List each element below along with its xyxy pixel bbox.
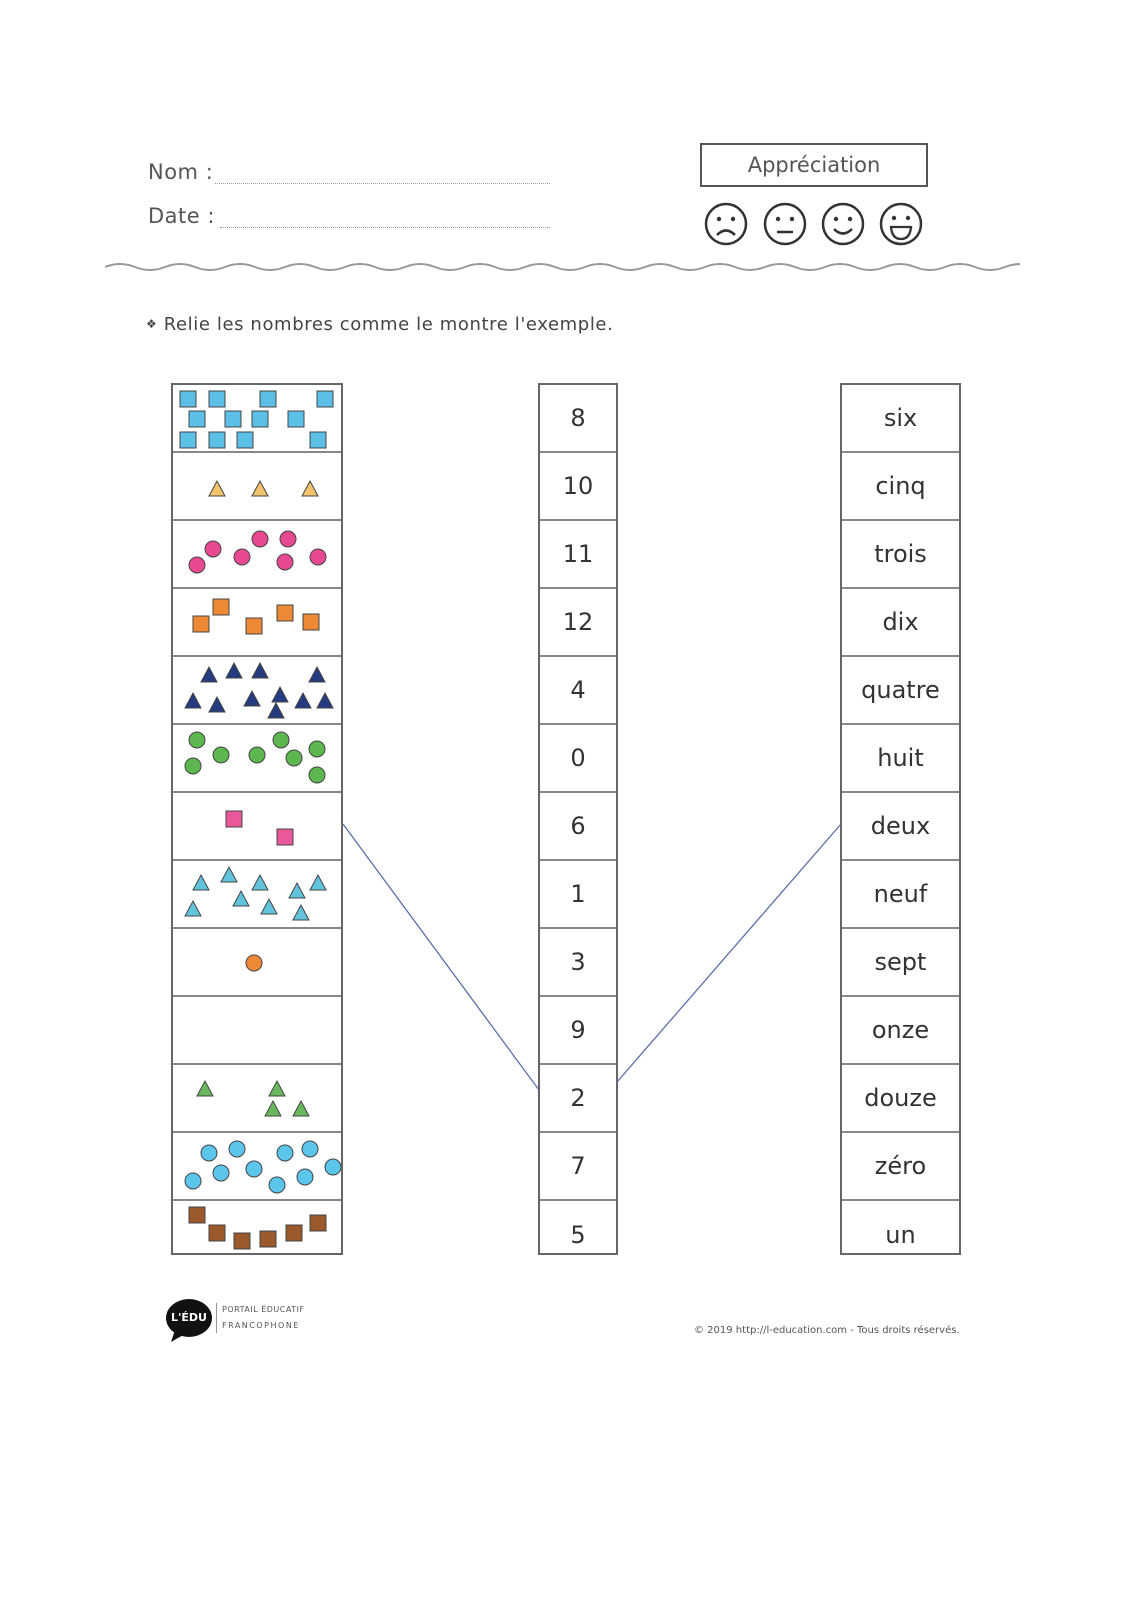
word-cell[interactable]: zéro <box>842 1133 959 1201</box>
instruction-text: Relie les nombres comme le montre l'exemple. <box>163 314 614 335</box>
circle-icon <box>310 549 326 565</box>
word-cell[interactable]: six <box>842 385 959 453</box>
circle-icon <box>246 1161 262 1177</box>
circle-icon <box>185 1173 201 1189</box>
shape-cell[interactable] <box>173 997 341 1065</box>
number-cell[interactable]: 0 <box>540 725 616 793</box>
triangle-icon <box>293 1101 309 1116</box>
triangle-icon <box>302 481 318 496</box>
wavy-divider <box>105 255 1020 279</box>
number-cell[interactable]: 10 <box>540 453 616 521</box>
words-column <box>840 383 961 1255</box>
triangle-icon <box>209 481 225 496</box>
nom-line[interactable] <box>215 183 550 184</box>
triangle-icon <box>185 901 201 916</box>
square-icon <box>260 391 276 407</box>
circle-icon <box>277 1145 293 1161</box>
shape-cell[interactable] <box>173 657 341 725</box>
word-cell[interactable]: quatre <box>842 657 959 725</box>
circle-icon <box>213 747 229 763</box>
square-icon <box>260 1231 276 1247</box>
shape-cell[interactable] <box>173 1201 341 1269</box>
circle-icon <box>201 1145 217 1161</box>
square-icon <box>180 432 196 448</box>
word-cell[interactable]: douze <box>842 1065 959 1133</box>
triangle-icon <box>209 697 225 712</box>
triangle-icon <box>197 1081 213 1096</box>
number-cell[interactable]: 3 <box>540 929 616 997</box>
triangle-icon <box>244 691 260 706</box>
circle-icon <box>246 955 262 971</box>
sad-face-icon[interactable] <box>706 204 746 244</box>
number-cell[interactable]: 9 <box>540 997 616 1065</box>
example-link-shapes-to-number <box>343 824 539 1090</box>
number-cell[interactable]: 8 <box>540 385 616 453</box>
word-cell[interactable]: cinq <box>842 453 959 521</box>
date-label: Date : <box>148 204 215 228</box>
square-icon <box>286 1225 302 1241</box>
circle-icon <box>234 549 250 565</box>
word-cell[interactable]: onze <box>842 997 959 1065</box>
shape-cell[interactable] <box>173 725 341 793</box>
square-icon <box>180 391 196 407</box>
word-cell[interactable]: huit <box>842 725 959 793</box>
triangle-icon <box>269 1081 285 1096</box>
shape-cell[interactable] <box>173 861 341 929</box>
circle-icon <box>309 741 325 757</box>
triangle-icon <box>289 883 305 898</box>
square-icon <box>226 811 242 827</box>
circle-icon <box>213 1165 229 1181</box>
word-cell[interactable]: un <box>885 1221 916 1249</box>
triangle-icon <box>265 1101 281 1116</box>
square-icon <box>317 391 333 407</box>
shape-cell[interactable] <box>173 385 341 453</box>
shape-cell[interactable] <box>173 521 341 589</box>
shapes-column <box>171 383 343 1255</box>
number-cell[interactable]: 7 <box>540 1133 616 1201</box>
number-cell[interactable]: 5 <box>570 1221 586 1249</box>
shape-cell[interactable] <box>173 793 341 861</box>
triangle-icon <box>201 667 217 682</box>
shape-cell[interactable] <box>173 929 341 997</box>
number-cell[interactable]: 6 <box>540 793 616 861</box>
square-icon <box>310 432 326 448</box>
triangle-icon <box>252 875 268 890</box>
triangle-icon <box>268 703 284 718</box>
triangle-icon <box>293 905 309 920</box>
shape-cell[interactable] <box>173 453 341 521</box>
square-icon <box>252 411 268 427</box>
diamond-bullet-icon: ❖ <box>146 317 158 331</box>
triangle-icon <box>295 693 311 708</box>
square-icon <box>193 616 209 632</box>
square-icon <box>288 411 304 427</box>
word-cell[interactable]: trois <box>842 521 959 589</box>
neutral-face-icon[interactable] <box>765 204 805 244</box>
square-icon <box>237 432 253 448</box>
square-icon <box>209 432 225 448</box>
number-cell[interactable]: 2 <box>540 1065 616 1133</box>
word-cell[interactable]: sept <box>842 929 959 997</box>
example-link-number-to-word <box>617 824 841 1082</box>
circle-icon <box>189 557 205 573</box>
triangle-icon <box>193 875 209 890</box>
triangle-icon <box>252 481 268 496</box>
triangle-icon <box>317 693 333 708</box>
circle-icon <box>277 554 293 570</box>
date-line[interactable] <box>220 227 550 228</box>
triangle-icon <box>252 663 268 678</box>
shape-cell[interactable] <box>173 1133 341 1201</box>
square-icon <box>277 605 293 621</box>
triangle-icon <box>310 875 326 890</box>
circle-icon <box>189 732 205 748</box>
square-icon <box>303 614 319 630</box>
square-icon <box>209 391 225 407</box>
appreciation-faces <box>700 200 930 250</box>
logo-subtitle-1: PORTAIL ÉDUCATIF <box>222 1305 305 1314</box>
copyright: © 2019 http://l-education.com - Tous droits réservés. <box>694 1325 960 1336</box>
logo-subtitle-2: FRANCOPHONE <box>222 1321 300 1330</box>
number-cell[interactable]: 12 <box>540 589 616 657</box>
triangle-icon <box>272 687 288 702</box>
logo-text: L'ÉDU <box>171 1311 207 1324</box>
triangle-icon <box>261 899 277 914</box>
circle-icon <box>286 750 302 766</box>
circle-icon <box>185 758 201 774</box>
ledu-logo <box>165 1298 213 1342</box>
circle-icon <box>309 767 325 783</box>
triangle-icon <box>226 663 242 678</box>
logo-divider <box>216 1303 217 1333</box>
square-icon <box>189 411 205 427</box>
shape-cell[interactable] <box>173 589 341 657</box>
square-icon <box>225 411 241 427</box>
triangle-icon <box>309 667 325 682</box>
triangle-icon <box>233 891 249 906</box>
triangle-icon <box>185 693 201 708</box>
word-cell[interactable]: neuf <box>842 861 959 929</box>
smile-face-icon[interactable] <box>823 204 863 244</box>
instruction <box>146 314 613 335</box>
circle-icon <box>297 1169 313 1185</box>
square-icon <box>213 599 229 615</box>
word-cell[interactable]: dix <box>842 589 959 657</box>
square-icon <box>246 618 262 634</box>
nom-label: Nom : <box>148 160 214 184</box>
triangle-icon <box>221 867 237 882</box>
circle-icon <box>280 531 296 547</box>
square-icon <box>209 1225 225 1241</box>
square-icon <box>234 1233 250 1249</box>
number-cell[interactable]: 1 <box>540 861 616 929</box>
appreciation-box: Appréciation <box>700 143 928 187</box>
numbers-column <box>538 383 618 1255</box>
shape-cell[interactable] <box>173 1065 341 1133</box>
square-icon <box>189 1207 205 1223</box>
circle-icon <box>229 1141 245 1157</box>
circle-icon <box>249 747 265 763</box>
circle-icon <box>269 1177 285 1193</box>
circle-icon <box>325 1159 341 1175</box>
circle-icon <box>273 732 289 748</box>
number-cell[interactable]: 11 <box>540 521 616 589</box>
square-icon <box>310 1215 326 1231</box>
circle-icon <box>252 531 268 547</box>
grin-face-icon[interactable] <box>881 204 921 244</box>
square-icon <box>277 829 293 845</box>
number-cell[interactable]: 4 <box>540 657 616 725</box>
word-cell[interactable]: deux <box>842 793 959 861</box>
circle-icon <box>205 541 221 557</box>
circle-icon <box>302 1141 318 1157</box>
